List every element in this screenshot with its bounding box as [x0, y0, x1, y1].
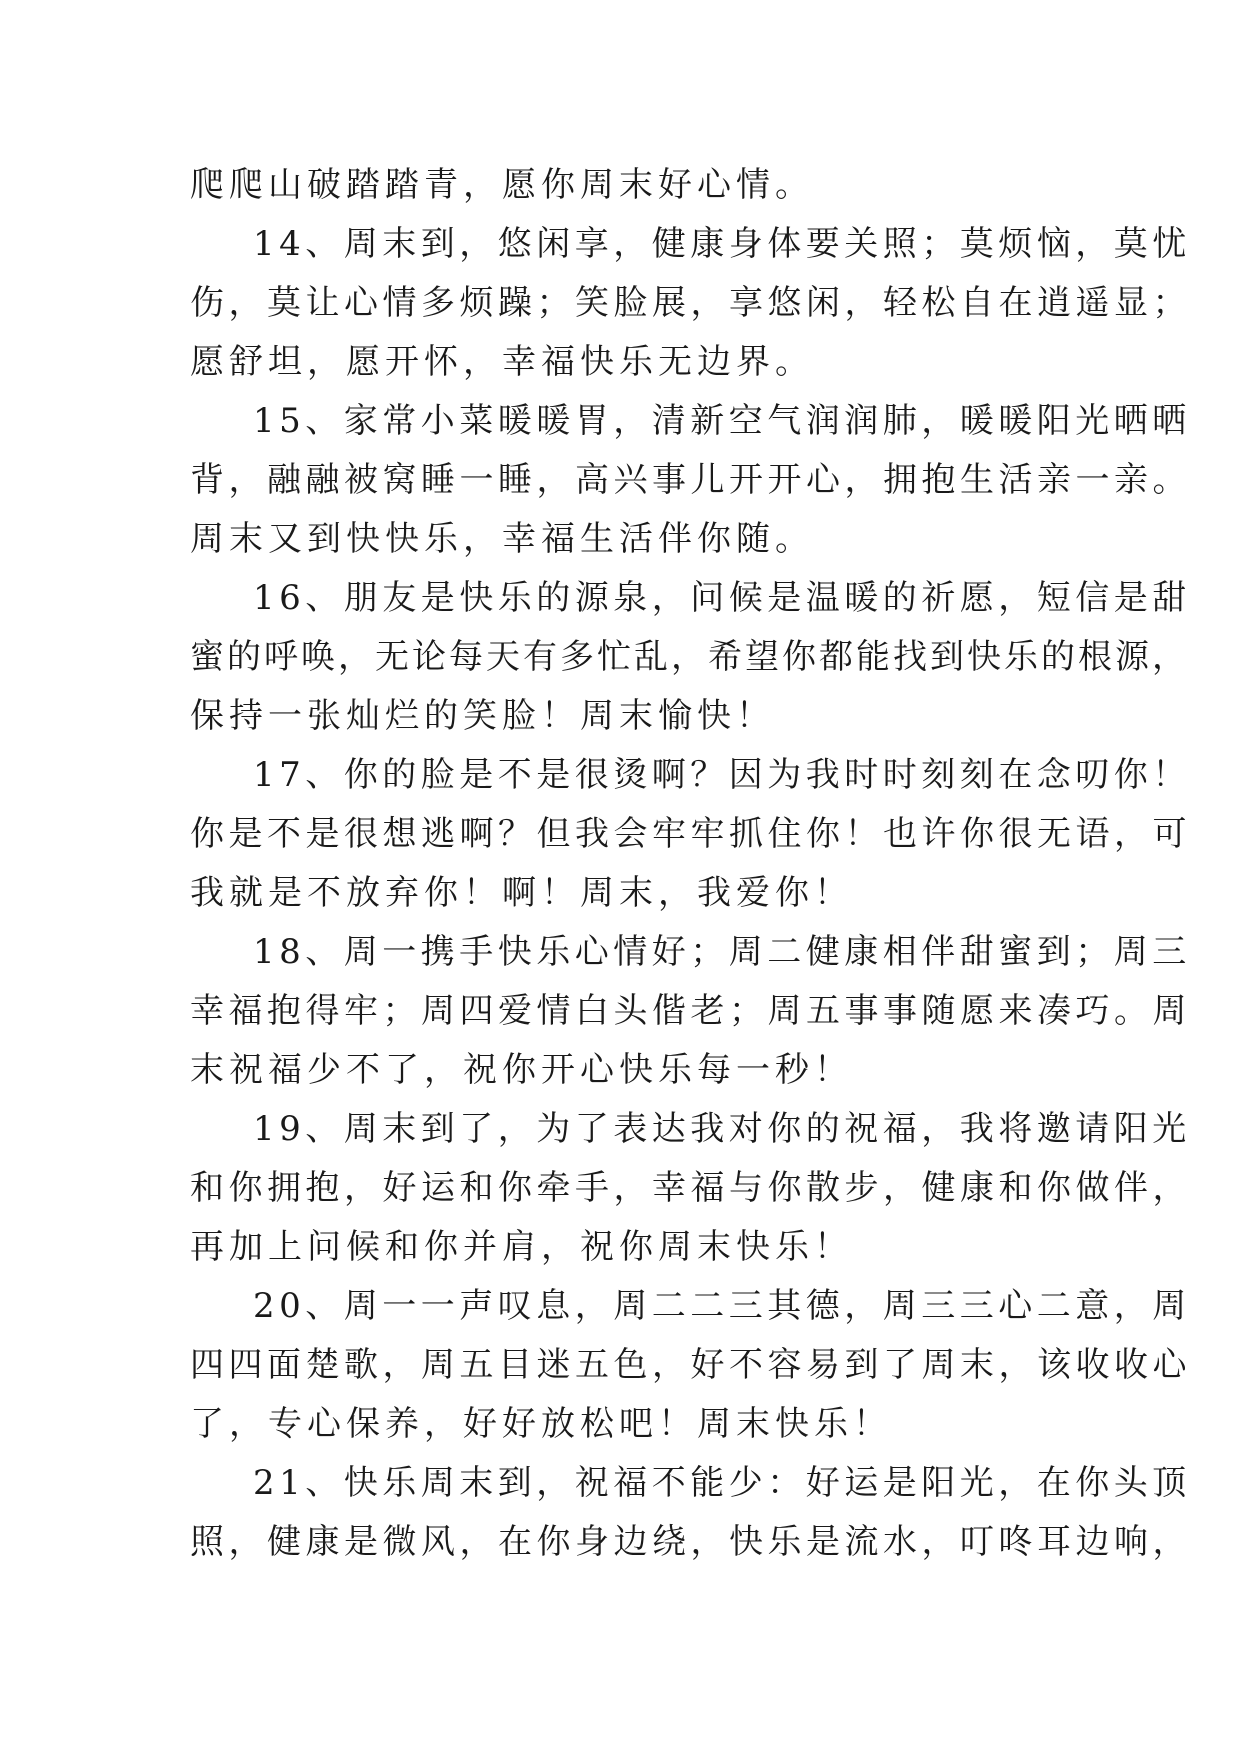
paragraph-16-line: 16、朋友是快乐的源泉，问候是温暖的祈愿，短信是甜	[253, 578, 1191, 618]
text-line: 了，专心保养，好好放松吧！周末快乐！	[190, 1404, 892, 1444]
text-line: 幸福抱得牢；周四爱情白头偕老；周五事事随愿来凑巧。周	[190, 991, 1191, 1031]
text-line: 你是不是很想逃啊？但我会牢牢抓住你！也许你很无语，可	[190, 814, 1191, 854]
paragraph-18-line: 18、周一携手快乐心情好；周二健康相伴甜蜜到；周三	[253, 932, 1191, 972]
paragraph-17-line: 17、你的脸是不是很烫啊？因为我时时刻刻在念叨你！	[253, 755, 1191, 795]
text-line: 保持一张灿烂的笑脸！周末愉快！	[190, 696, 775, 736]
text-line: 愿舒坦，愿开怀，幸福快乐无边界。	[190, 342, 814, 382]
text-line: 背，融融被窝睡一睡，高兴事儿开开心，拥抱生活亲一亲。	[190, 460, 1191, 500]
text-line: 末祝福少不了，祝你开心快乐每一秒！	[190, 1050, 853, 1090]
paragraph-21-line: 21、快乐周末到，祝福不能少：好运是阳光，在你头顶	[253, 1463, 1191, 1503]
text-line: 爬爬山破踏踏青，愿你周末好心情。	[190, 165, 814, 205]
paragraph-20-line: 20、周一一声叹息，周二二三其德，周三三心二意，周	[253, 1286, 1191, 1326]
text-line: 周末又到快快乐，幸福生活伴你随。	[190, 519, 814, 559]
paragraph-15-line: 15、家常小菜暖暖胃，清新空气润润肺，暖暖阳光晒晒	[253, 401, 1191, 441]
text-line: 四四面楚歌，周五目迷五色，好不容易到了周末，该收收心	[190, 1345, 1191, 1385]
text-line: 伤，莫让心情多烦躁；笑脸展，享悠闲，轻松自在逍遥显；	[190, 283, 1191, 323]
paragraph-19-line: 19、周末到了，为了表达我对你的祝福，我将邀请阳光	[253, 1109, 1191, 1149]
text-line: 我就是不放弃你！啊！周末，我爱你！	[190, 873, 853, 913]
paragraph-14-line: 14、周末到，悠闲享，健康身体要关照；莫烦恼，莫忧	[253, 224, 1191, 264]
text-line: 和你拥抱，好运和你牵手，幸福与你散步，健康和你做伴，	[190, 1168, 1191, 1208]
text-line: 再加上问候和你并肩，祝你周末快乐！	[190, 1227, 853, 1267]
text-line: 照，健康是微风，在你身边绕，快乐是流水，叮咚耳边响，	[190, 1522, 1191, 1562]
text-line: 蜜的呼唤，无论每天有多忙乱，希望你都能找到快乐的根源，	[190, 637, 1189, 677]
